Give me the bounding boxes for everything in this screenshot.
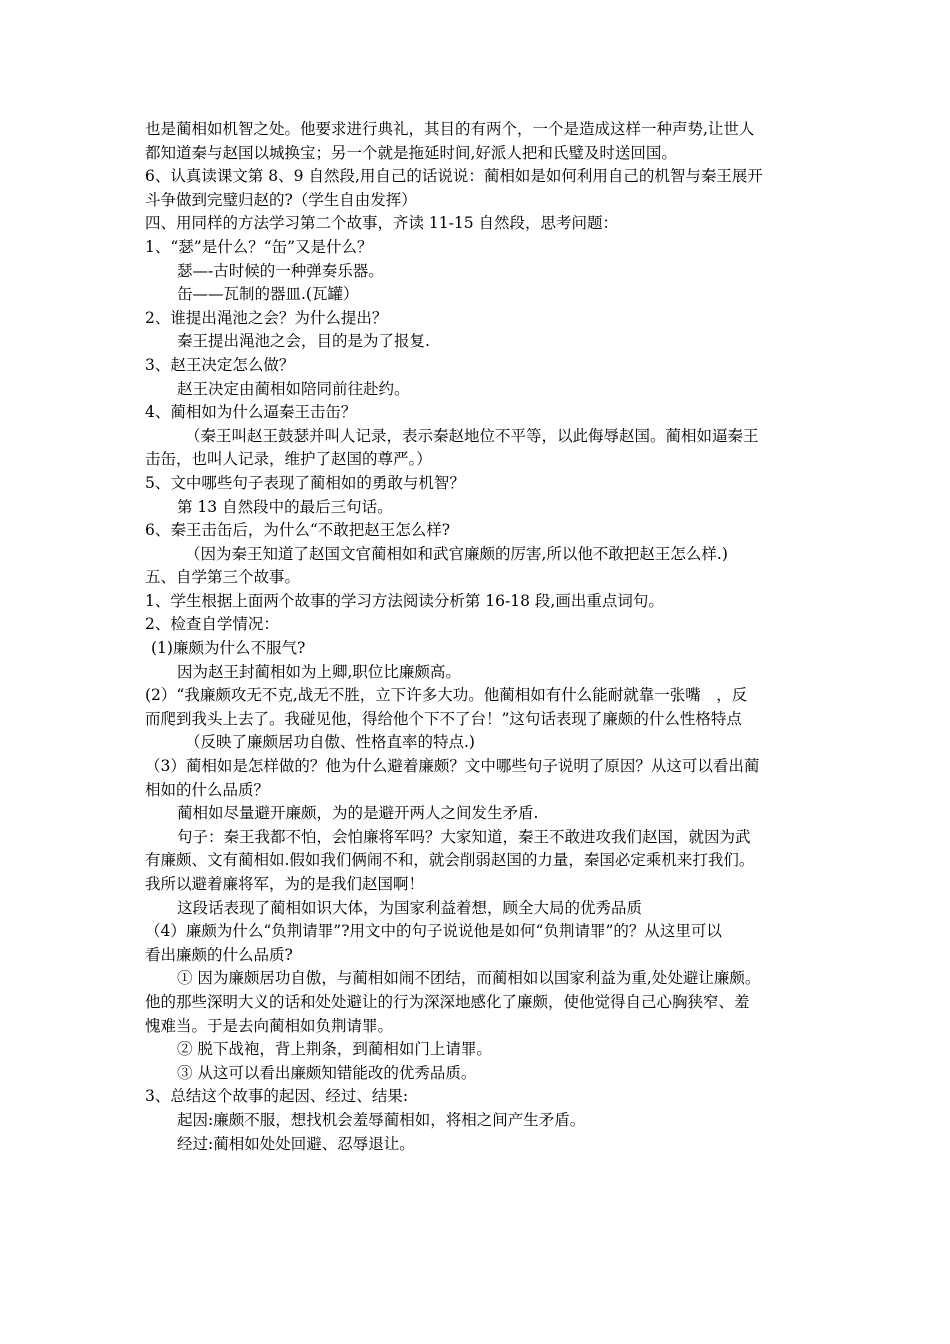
text-line: (2）“我廉颇攻无不克,战无不胜，立下许多大功。他蔺相如有什么能耐就靠一张嘴 ，反 <box>145 686 748 705</box>
document-page <box>145 118 813 1156</box>
text-line: 相如的什么品质？ <box>145 780 270 799</box>
text-line: 秦王提出渑池之会，目的是为了报复. <box>177 332 430 351</box>
text-line: 5、文中哪些句子表现了蔺相如的勇敢与机智？ <box>145 473 465 492</box>
text-line: 斗争做到完璧归赵的?（学生自由发挥） <box>145 190 417 209</box>
text-line: 3、总结这个故事的起因、经过、结果: <box>145 1087 409 1106</box>
text-line: 有廉颇、文有蔺相如.假如我们俩闹不和，就会削弱赵国的力量，秦国必定乘机来打我们。 <box>145 851 755 870</box>
text-line: 1、“瑟”是什么？“缶”又是什么？ <box>145 237 373 256</box>
text-line: ① 因为廉颇居功自傲，与蔺相如闹不团结，而蔺相如以国家利益为重,处处避让廉颇。 <box>177 969 761 988</box>
text-line: 3、赵王决定怎么做？ <box>145 355 295 374</box>
text-line: 缶——瓦制的器皿.(瓦罐） <box>177 285 359 304</box>
text-line: 看出廉颇的什么品质? <box>145 945 293 964</box>
text-line: 起因:廉颇不服，想找机会羞辱蔺相如，将相之间产生矛盾。 <box>177 1110 586 1129</box>
text-line: 这段话表现了蔺相如识大体，为国家利益着想，顾全大局的优秀品质 <box>177 898 643 917</box>
text-line: 2、检查自学情况： <box>145 615 279 634</box>
text-line: 蔺相如尽量避开廉颇，为的是避开两人之间发生矛盾. <box>177 804 539 823</box>
text-line: 第 13 自然段中的最后三句话。 <box>177 497 393 516</box>
text-line: ② 脱下战袍，背上荆条，到蔺相如门上请罪。 <box>177 1040 492 1059</box>
text-line: 6、秦王击缶后，为什么“不敢把赵王怎么样? <box>145 521 451 540</box>
text-line: 五、自学第三个故事。 <box>145 568 301 587</box>
text-line: 瑟—-古时候的一种弹奏乐器。 <box>177 261 384 280</box>
text-line: 经过:蔺相如处处回避、忍辱退让。 <box>177 1134 415 1153</box>
text-line: 1、学生根据上面两个故事的学习方法阅读分析第 16-18 段,画出重点词句。 <box>145 591 664 610</box>
text-line: 4、蔺相如为什么逼秦王击缶？ <box>145 403 357 422</box>
text-line: 也是蔺相如机智之处。他要求进行典礼，其目的有两个，一个是造成这样一种声势,让世人 <box>145 120 755 138</box>
text-line: 2、谁提出渑池之会？为什么提出？ <box>145 308 388 327</box>
text-line: 而爬到我头上去了。我碰见他，得给他个下不了台！”这句话表现了廉颇的什么性格特点 <box>145 709 742 728</box>
text-line: 都知道秦与赵国以城换宝；另一个就是拖延时间,好派人把和氏璧及时送回国。 <box>145 143 677 162</box>
text-line: ③ 从这可以看出廉颇知错能改的优秀品质。 <box>177 1063 477 1082</box>
text-line: （因为秦王知道了赵国文官蔺相如和武官廉颇的厉害,所以他不敢把赵王怎么样.) <box>185 544 728 563</box>
text-line: （3）蔺相如是怎样做的？他为什么避着廉颇？文中哪些句子说明了原因？从这可以看出蔺 <box>145 757 760 776</box>
text-line: （4）廉颇为什么“负荆请罪”?用文中的句子说说他是如何“负荆请罪”的？从这里可以 <box>145 922 722 941</box>
text-line: 击缶，也叫人记录，维护了赵国的尊严。） <box>145 450 432 469</box>
text-line: 我所以避着廉将军，为的是我们赵国啊！ <box>145 875 425 893</box>
text-line: 他的那些深明大义的话和处处避让的行为深深地感化了廉颇，使他觉得自己心胸狭窄、羞 <box>145 992 750 1011</box>
text-line: （秦王叫赵王鼓瑟并叫人记录，表示秦赵地位不平等，以此侮辱赵国。蔺相如逼秦王 <box>185 426 759 445</box>
text-line: 句子：秦王我都不怕，会怕廉将军吗？大家知道，秦王不敢进攻我们赵国，就因为武 <box>177 827 751 846</box>
text-line: （反映了廉颇居功自傲、性格直率的特点.) <box>185 733 475 752</box>
text-line: 6、认真读课文第 8、9 自然段,用自己的话说说：蔺相如是如何利用自己的机智与秦王展开 <box>145 167 763 186</box>
text-line: (1)廉颇为什么不服气? <box>151 639 306 658</box>
text-line: 因为赵王封蔺相如为上卿,职位比廉颇高。 <box>177 662 461 681</box>
text-line: 四、用同样的方法学习第二个故事，齐读 11-15 自然段，思考问题： <box>145 214 619 233</box>
text-line: 愧难当。于是去向蔺相如负荆请罪。 <box>145 1016 394 1035</box>
text-line: 赵王决定由蔺相如陪同前往赴约。 <box>177 379 410 398</box>
